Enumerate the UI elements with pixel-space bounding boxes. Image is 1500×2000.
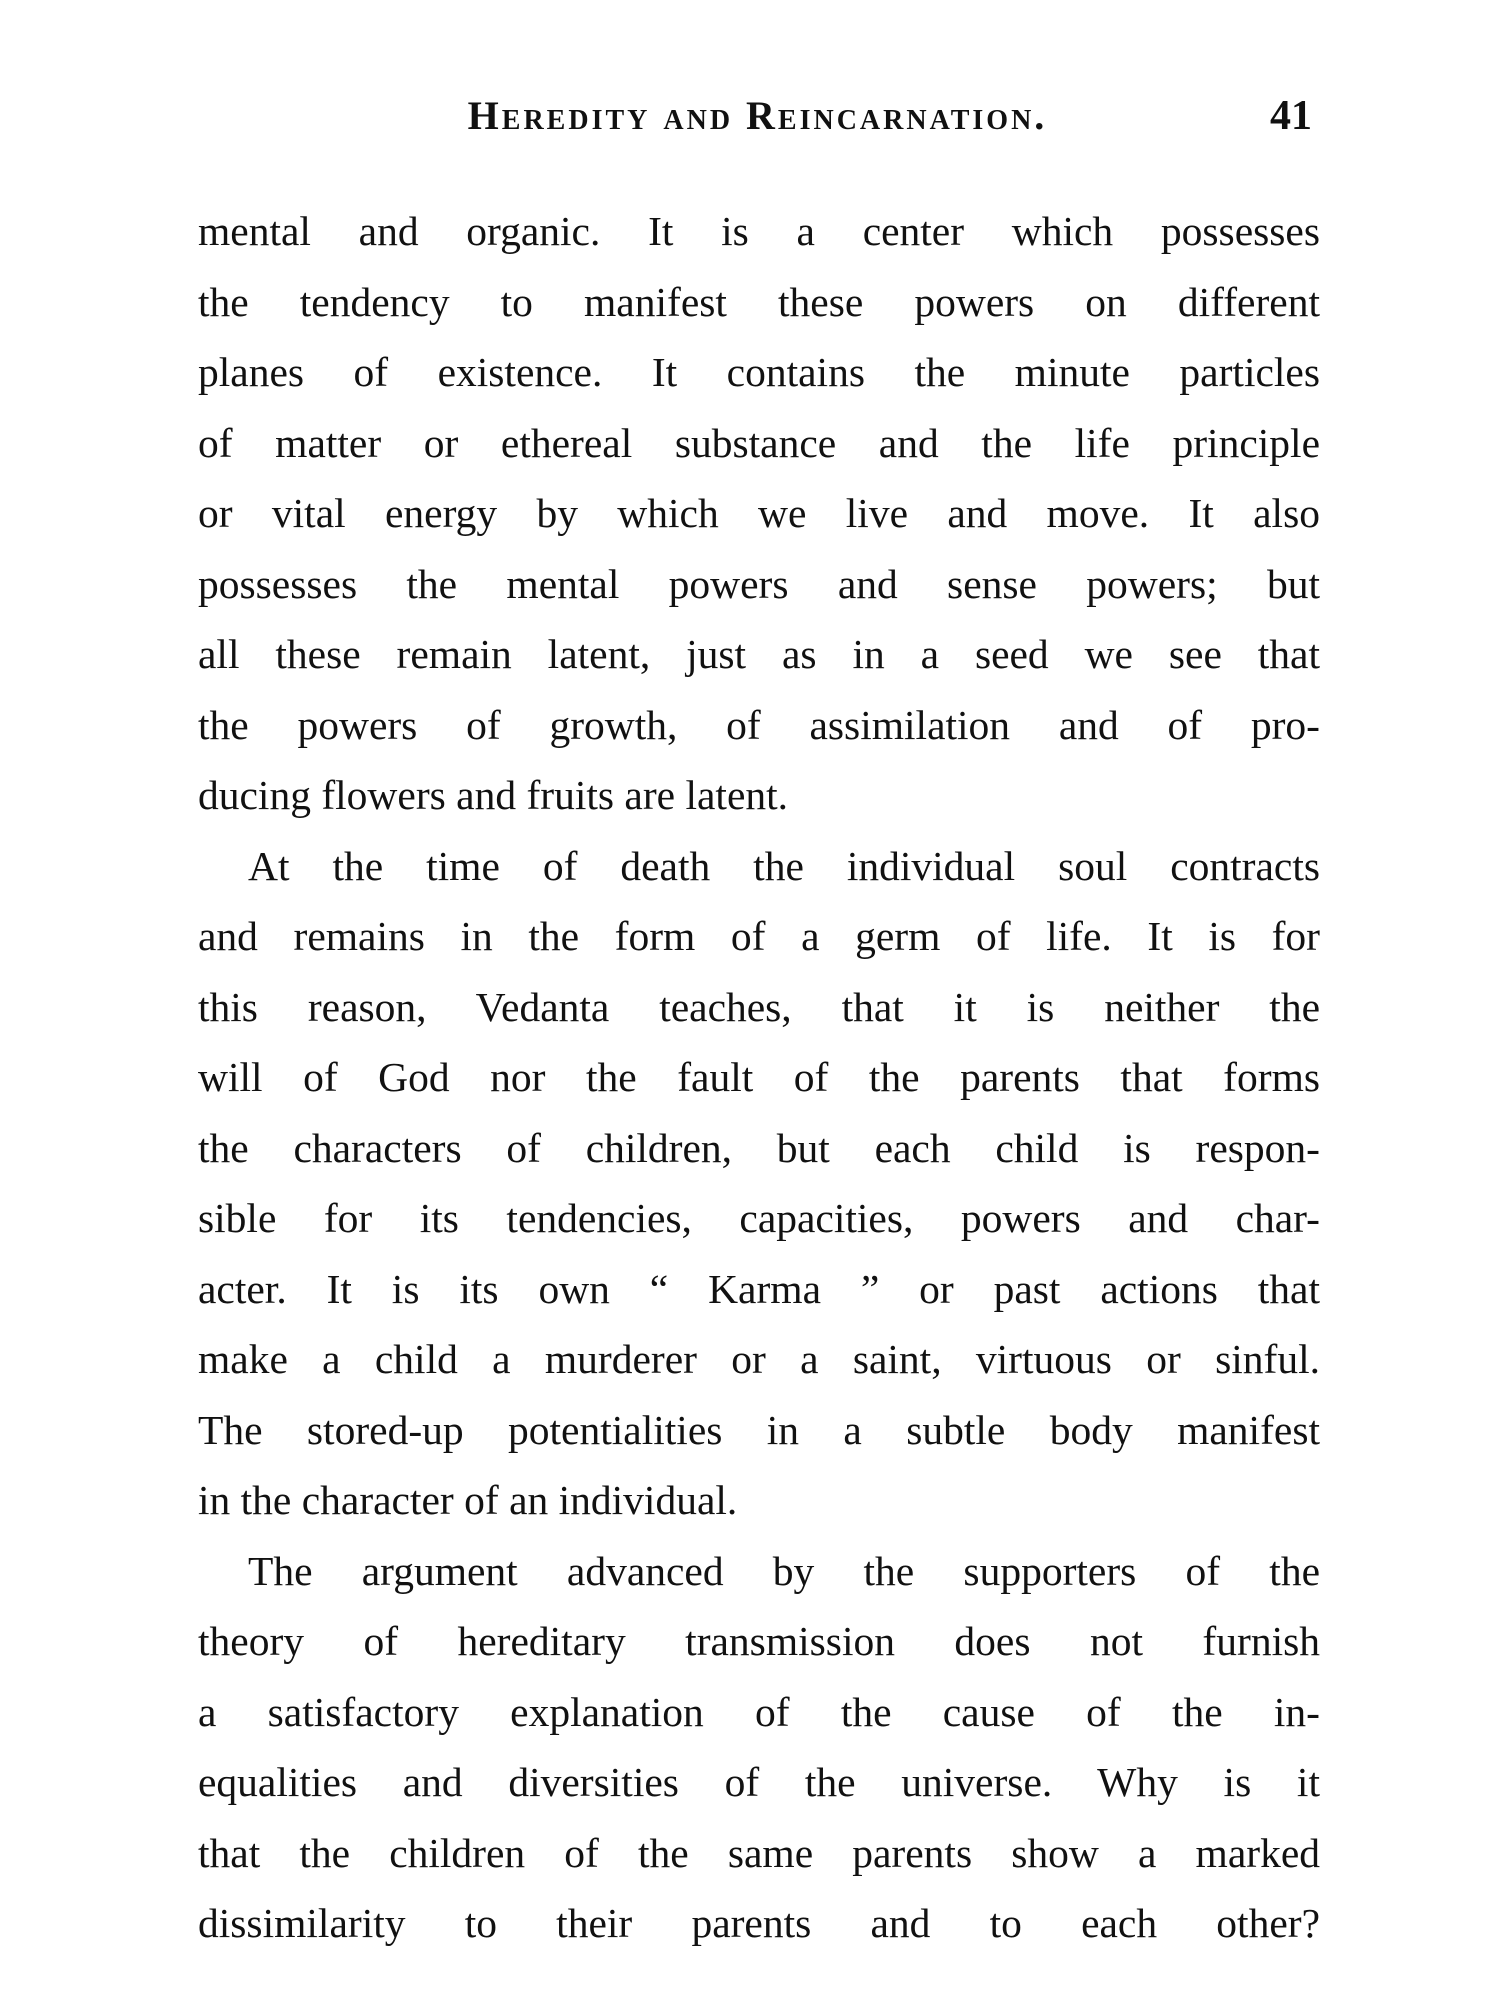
text-line: of matter or ethereal substance and the life principle bbox=[198, 419, 1320, 466]
text-line: ducing flowers and fruits are latent. bbox=[198, 772, 789, 818]
text-line: this reason, Vedanta teaches, that it is neither the bbox=[198, 983, 1320, 1030]
text-line: At the time of death the individual soul contracts bbox=[248, 842, 1320, 889]
text-line: planes of existence. It contains the minute particles bbox=[198, 349, 1320, 395]
body-text bbox=[198, 196, 1320, 1959]
text-line: all these remain latent, just as in a seed we see that bbox=[198, 631, 1320, 677]
text-line: in the character of an individual. bbox=[198, 1477, 738, 1523]
running-head bbox=[195, 92, 1320, 152]
text-line: and remains in the form of a germ of life. It is for bbox=[198, 913, 1320, 959]
text-line: dissimilarity to their parents and to each other? bbox=[198, 1900, 1320, 1946]
text-line: The stored-up potentialities in a subtle body manifest bbox=[198, 1406, 1320, 1453]
paragraph-3 bbox=[198, 1536, 1320, 1959]
text-line: mental and organic. It is a center which possesses bbox=[198, 208, 1320, 254]
text-line: sible for its tendencies, capacities, powers and char- bbox=[198, 1195, 1320, 1241]
paragraph-2 bbox=[198, 831, 1320, 1536]
running-title: Heredity and Reincarnation. bbox=[467, 93, 1048, 138]
text-line: will of God nor the fault of the parents that forms bbox=[198, 1054, 1320, 1100]
text-line: equalities and diversities of the universe. Why is it bbox=[198, 1759, 1320, 1805]
text-line: the powers of growth, of assimilation and of pro- bbox=[198, 701, 1320, 748]
paragraph-1 bbox=[198, 196, 1320, 831]
page-number: 41 bbox=[1270, 93, 1312, 139]
text-line: that the children of the same parents show a marked bbox=[198, 1829, 1320, 1876]
text-line: make a child a murderer or a saint, virtuous or sinful. bbox=[198, 1336, 1320, 1382]
text-line: a satisfactory explanation of the cause of the in- bbox=[198, 1688, 1320, 1735]
text-line: or vital energy by which we live and move. It also bbox=[198, 490, 1320, 536]
text-line: acter. It is its own “ Karma ” or past actions that bbox=[198, 1265, 1320, 1312]
text-line: the tendency to manifest these powers on different bbox=[198, 278, 1320, 325]
text-line: theory of hereditary transmission does not furnish bbox=[198, 1618, 1320, 1664]
text-line: The argument advanced by the supporters of the bbox=[248, 1547, 1320, 1594]
text-line: possesses the mental powers and sense powers; but bbox=[198, 560, 1320, 607]
text-line: the characters of children, but each child is respon- bbox=[198, 1124, 1320, 1171]
